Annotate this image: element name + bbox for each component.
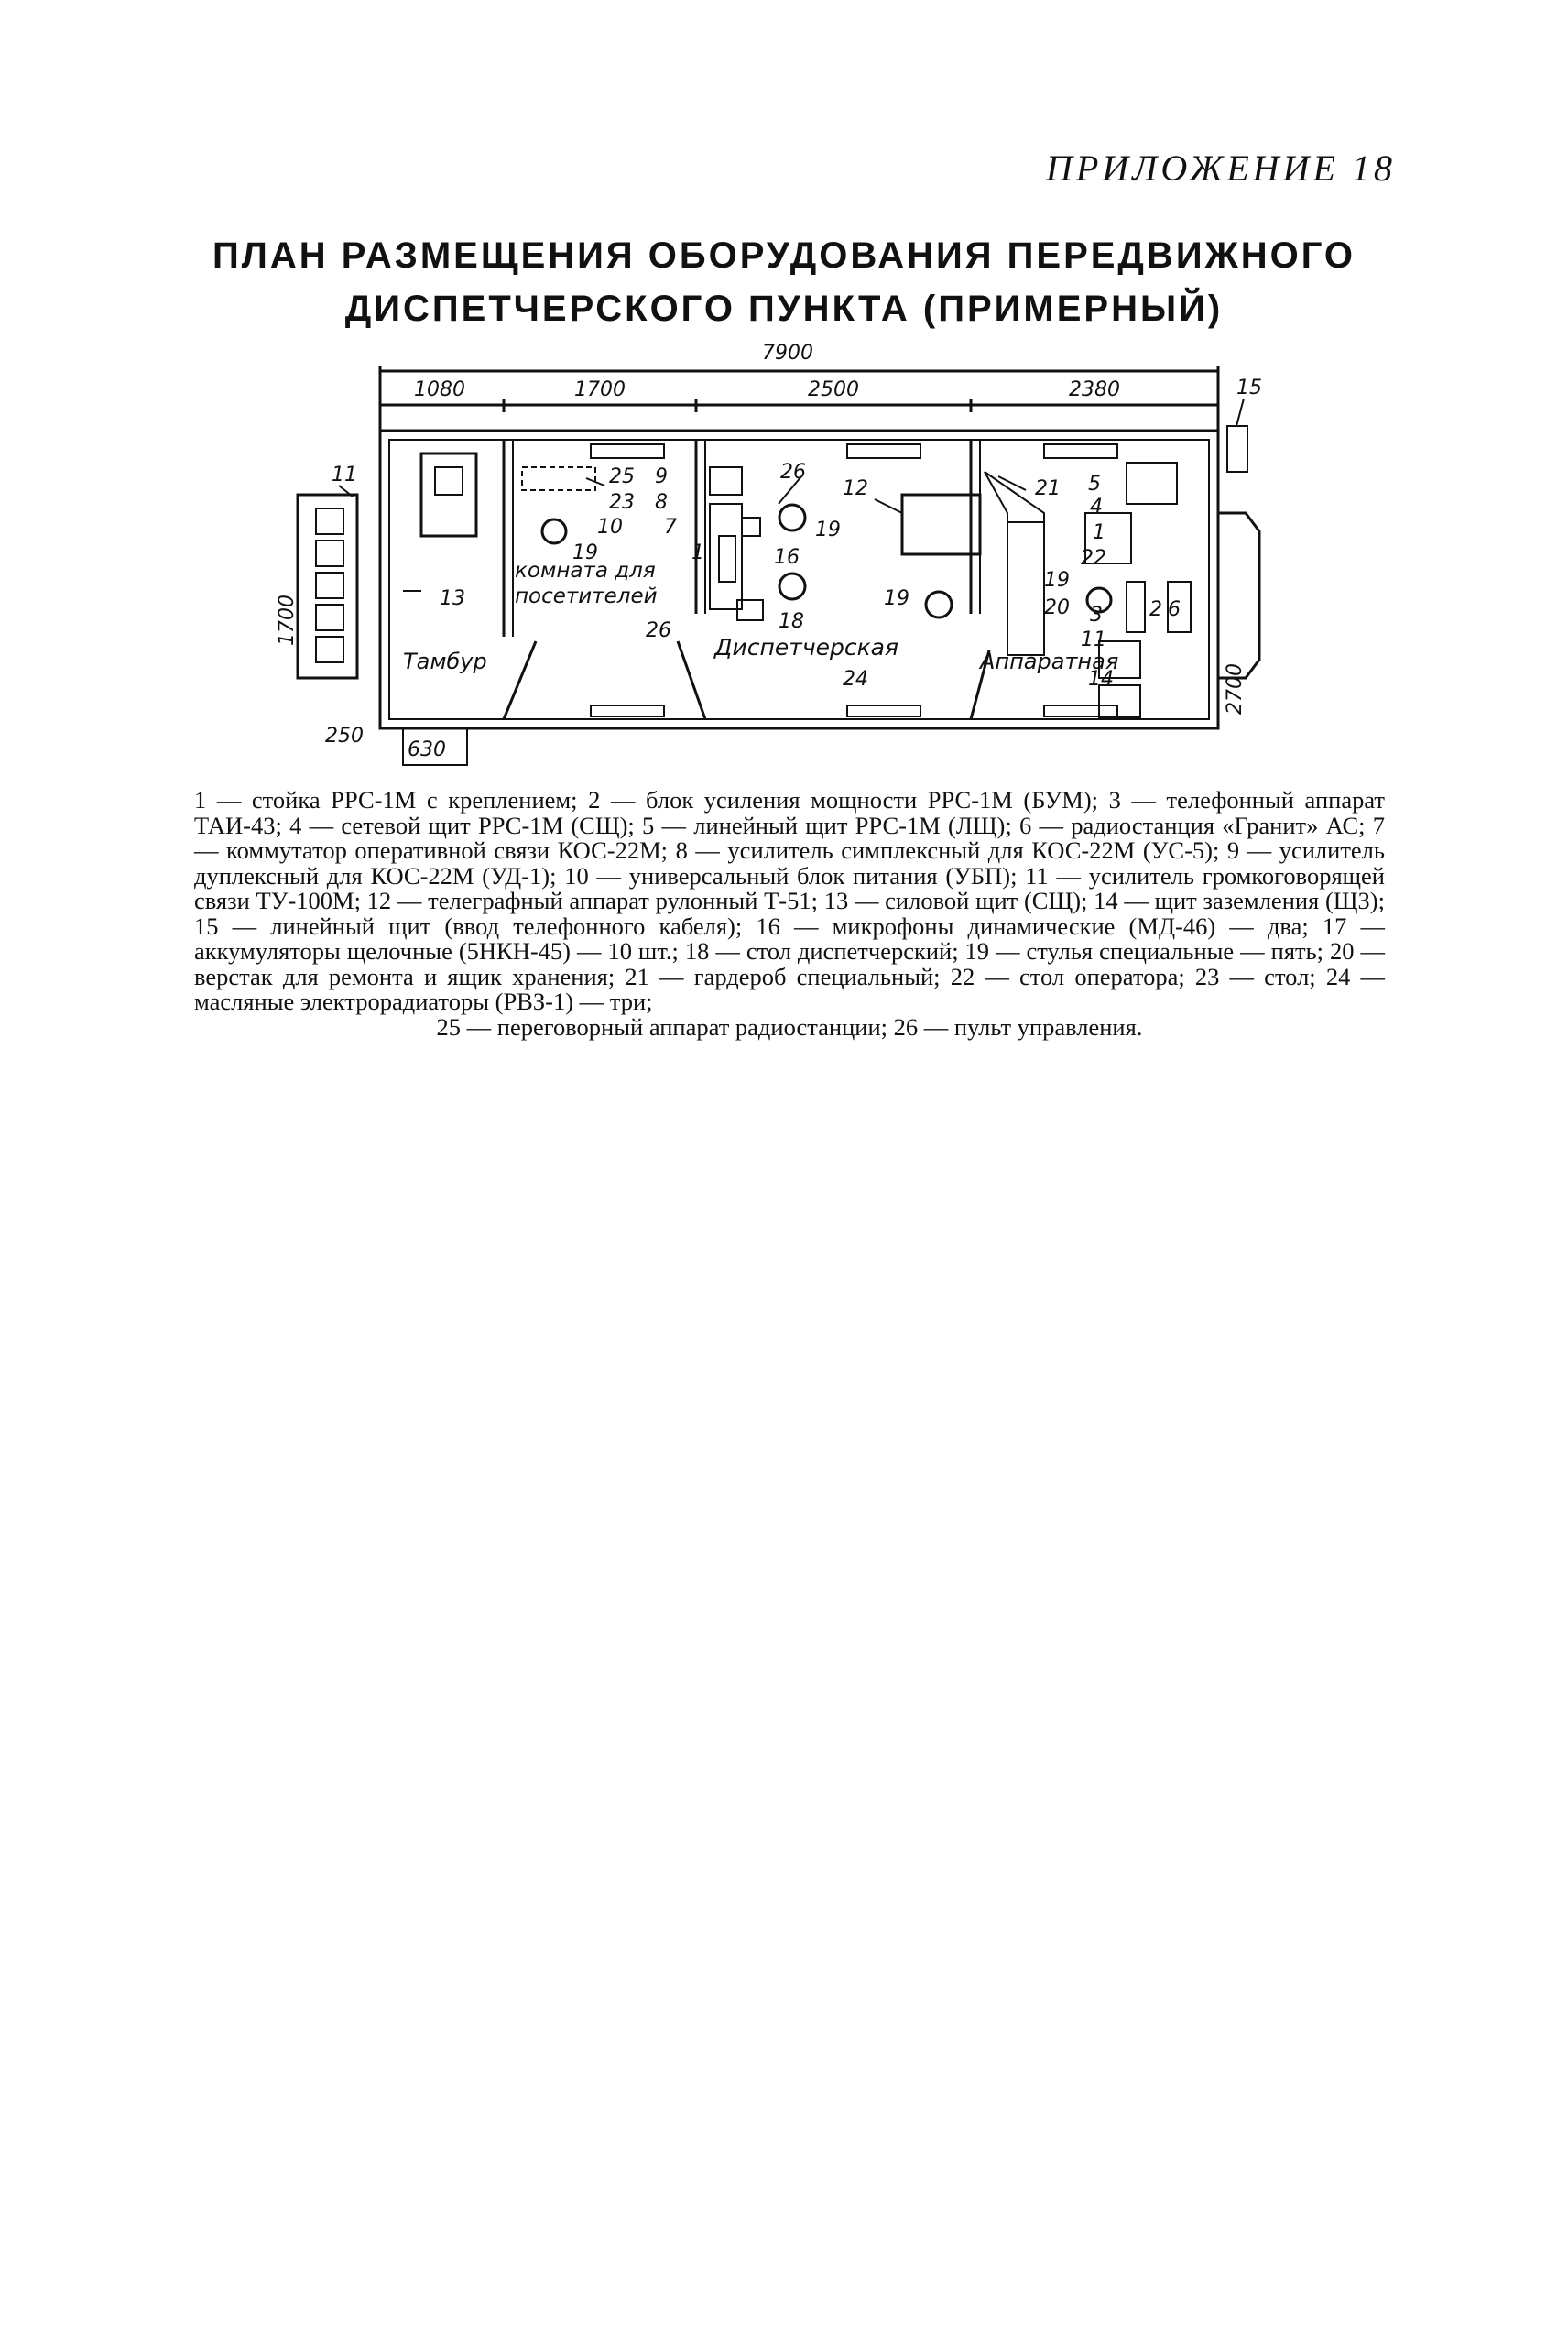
appendix-label: ПРИЛОЖЕНИЕ 18 — [1046, 147, 1396, 189]
battery-cell — [316, 541, 343, 566]
battery-cell — [316, 605, 343, 630]
cable-entry-panel — [1227, 426, 1247, 472]
dim-door: 630 — [408, 738, 446, 761]
page-title — [0, 229, 1568, 335]
operator-table — [1127, 582, 1145, 632]
room-visitors-line1: комната для — [515, 559, 656, 583]
num-19a: 19 — [572, 541, 598, 564]
num-25: 25 — [609, 465, 635, 488]
amplifier-box — [710, 467, 742, 495]
num-18: 18 — [779, 610, 804, 633]
dim-3: 2500 — [808, 378, 859, 401]
chair — [779, 574, 805, 599]
num-21: 21 — [1035, 477, 1061, 500]
dim-depth: 1700 — [276, 595, 299, 646]
num-24: 24 — [843, 668, 868, 691]
num-13: 13 — [440, 587, 465, 610]
num-3: 3 — [1090, 604, 1103, 627]
num-19c: 19 — [884, 587, 909, 610]
radiator-top — [591, 444, 664, 458]
battery-compartment — [298, 495, 357, 678]
teletype-machine — [902, 495, 980, 554]
num-26a: 26 — [646, 619, 671, 642]
radiator-bottom — [847, 705, 920, 716]
panel-detail — [435, 467, 463, 495]
num-1a: 1 — [691, 541, 704, 564]
dim-2: 1700 — [574, 378, 626, 401]
legend-last-line: 25 — переговорный аппарат радиостанции; 26 — пульт управления. — [436, 1012, 1143, 1041]
num-1b: 1 — [1093, 521, 1105, 544]
num-9: 9 — [655, 465, 668, 488]
num-22: 22 — [1081, 547, 1106, 570]
dim-1: 1080 — [414, 378, 465, 401]
chair — [779, 505, 805, 530]
leader — [1236, 399, 1244, 426]
num-7: 7 — [664, 516, 677, 539]
line-panel — [1127, 463, 1177, 504]
battery-cell — [316, 573, 343, 598]
room-vestibule: Тамбур — [403, 649, 487, 674]
radiator-top — [1044, 444, 1117, 458]
vehicle-cab — [1218, 513, 1259, 678]
num-10: 10 — [597, 516, 623, 539]
num-11b: 11 — [1081, 628, 1106, 651]
chair — [542, 519, 566, 543]
num-19d: 19 — [1044, 569, 1070, 592]
radiator-bottom — [1044, 705, 1117, 716]
num-20: 20 — [1044, 596, 1070, 619]
radiator-bottom — [591, 705, 664, 716]
num-11a: 11 — [332, 464, 357, 486]
num-8: 8 — [655, 491, 668, 514]
num-2: 2 — [1149, 598, 1162, 621]
legend — [194, 788, 1385, 1040]
battery-cell — [316, 637, 343, 662]
door-swing — [678, 641, 705, 719]
door-swing — [504, 641, 536, 719]
dim-4: 2380 — [1069, 378, 1120, 401]
floor-plan — [275, 339, 1291, 779]
battery-cell — [316, 508, 343, 534]
num-4: 4 — [1090, 496, 1103, 519]
room-dispatch: Диспетчерская — [714, 634, 899, 661]
room-visitors-line2: посетителей — [515, 584, 658, 608]
radiator-top — [847, 444, 920, 458]
num-16: 16 — [774, 546, 800, 569]
num-12: 12 — [843, 477, 868, 500]
dim-width: 2700 — [1224, 663, 1247, 715]
legend-items: 1 — стойка РРС-1М с креплением; 2 — блок усиления мощности РРС-1М (БУМ); 3 — телефонный аппарат ТАИ-43; 4 — сетевой щит РРС-1М (СЩ); 5 — линейный щит РРС-1М (ЛЩ); 6 — радиостанция «Гранит» АС; 7 — коммутатор оперативной связи КОС-22М; 8 — усилитель симплексный для КОС-22М (УС-5); 9 — усилитель дуплексный для КОС-22М (УД-1); 10 — универсальный блок питания (УБП); 11 — усилитель громкоговорящей связи ТУ-100М; 12 — телеграфный аппарат рулонный Т-51; 13 — силовой щит (СЩ); 14 — щит заземления (ЩЗ); 15 — линейный щит (ввод телефонного кабеля); 16 — микрофоны динамические (МД-46) — два; 17 — аккумуляторы щелочные (5НКН-45) — 10 шт.; 18 — стол диспетчерский; 19 — стулья специальные — пять; 20 — верстак для ремонта и ящик хранения; 21 — гардероб специальный; 22 — стол оператора; 23 — стол; 24 — масляные электрорадиаторы (РВЗ-1) — три; — [194, 786, 1385, 1015]
num-23: 23 — [609, 491, 635, 514]
room-equipment: Аппаратная — [980, 649, 1119, 674]
chair — [926, 592, 952, 617]
dim-step: 250 — [325, 725, 364, 748]
dim-total: 7900 — [762, 342, 813, 365]
num-5: 5 — [1088, 473, 1101, 496]
console-detail — [719, 536, 735, 582]
switchboard-console — [710, 504, 742, 609]
title-line-2: ДИСПЕТЧЕРСКОГО ПУНКТА (ПРИМЕРНЫЙ) — [344, 289, 1224, 329]
num-19b: 19 — [815, 519, 841, 541]
microphone — [742, 518, 760, 536]
workbench — [1007, 522, 1044, 655]
num-14: 14 — [1088, 668, 1114, 691]
leader — [875, 499, 902, 513]
table — [522, 467, 595, 490]
num-15: 15 — [1236, 377, 1262, 399]
title-line-1: ПЛАН РАЗМЕЩЕНИЯ ОБОРУДОВАНИЯ ПЕРЕДВИЖНОГО — [212, 235, 1356, 276]
num-6: 6 — [1168, 598, 1181, 621]
num-26b: 26 — [780, 461, 806, 484]
